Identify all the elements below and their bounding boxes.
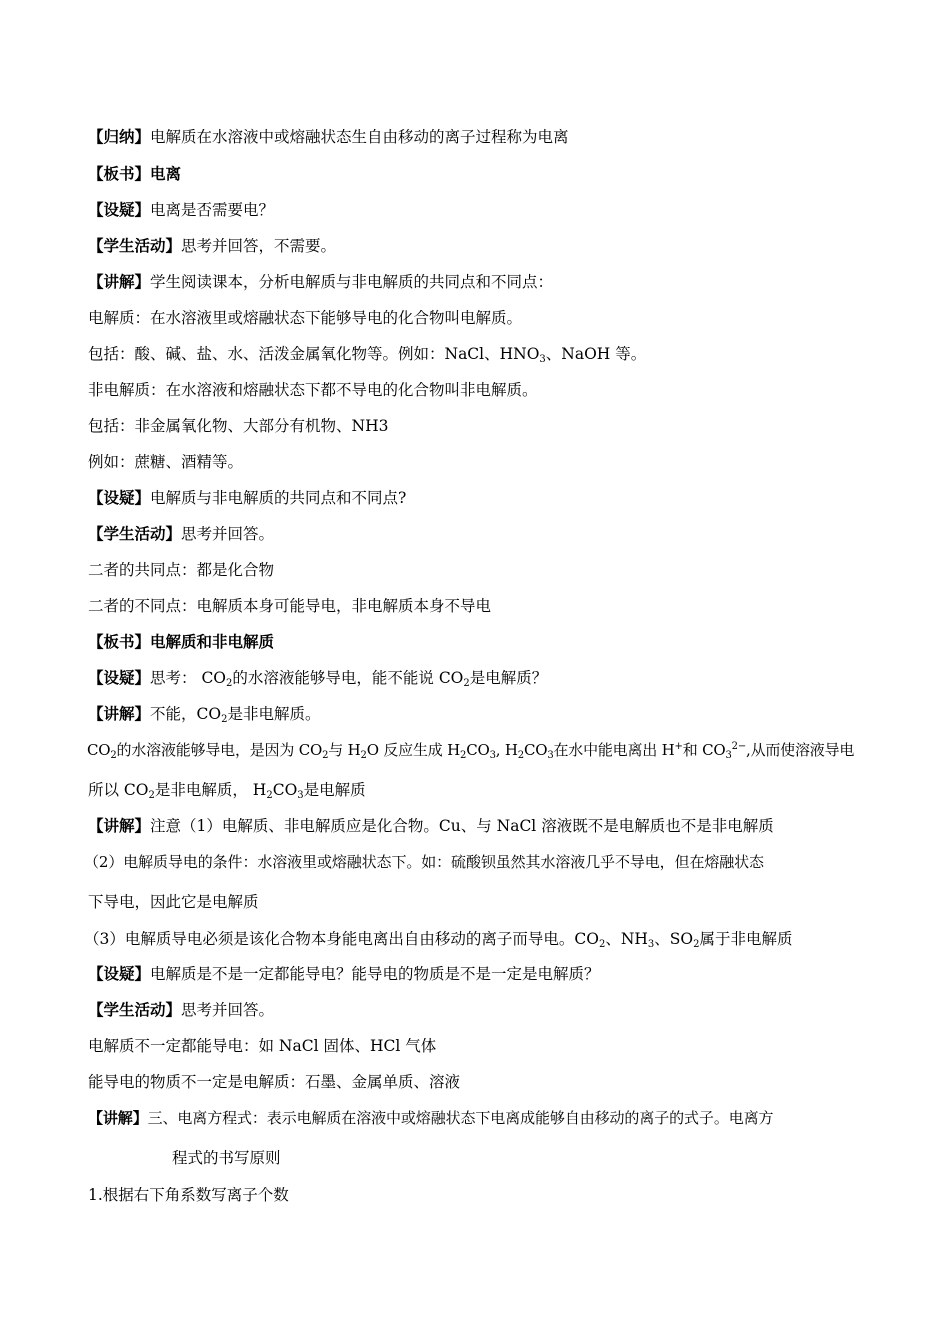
paragraph-text-line: 电解质：在水溶液里或熔融状态下能够导电的化合物叫电解质。: [88, 309, 523, 327]
section-tag: 【设疑】: [88, 488, 151, 507]
text-run: CO: [272, 781, 298, 799]
section-tag: 【讲解】: [88, 704, 151, 723]
subscript: 2: [226, 678, 233, 689]
paragraph-text-line: 电解质不一定都能导电：如 NaCl 固体、HCl 气体: [88, 1037, 437, 1055]
subscript: 2: [266, 790, 273, 801]
paragraph-explanation: [88, 816, 774, 836]
text-run: 、NaOH 等。: [545, 345, 647, 363]
text-run: 是非电解质。: [227, 705, 321, 723]
subscript: 2: [463, 678, 470, 689]
text-run: 与 H: [328, 741, 361, 759]
text-run: , H: [495, 741, 518, 759]
text-run: ,从而使溶液导电: [746, 741, 855, 759]
section-tag: 【设疑】: [88, 200, 151, 219]
paragraph-text-line: [88, 344, 646, 364]
superscript: 2−: [731, 741, 746, 752]
board-heading: [88, 164, 181, 184]
paragraph-explanation: [88, 704, 320, 724]
subscript: 2: [322, 750, 329, 761]
paragraph-summary: [88, 127, 569, 147]
section-tag: 【板书】电离: [88, 164, 182, 183]
section-tag: 【设疑】: [88, 964, 151, 983]
text-run: 包括：酸、碱、盐、水、活泼金属氧化物等。例如：NaCl、HNO: [88, 345, 540, 363]
paragraph-text: 注意（1）电解质、非电解质应是化合物。Cu、与 NaCl 溶液既不是电解质也不是非电解质: [150, 817, 774, 835]
text-run: O 反应生成 H: [366, 741, 461, 759]
text-run: （3）电解质导电必须是该化合物本身能电离出自由移动的离子而导电。CO: [84, 930, 599, 948]
paragraph-student-activity: [88, 1000, 274, 1020]
subscript: 2: [221, 714, 228, 725]
section-tag: 【学生活动】: [88, 524, 182, 543]
section-tag: 【讲解】: [88, 1109, 148, 1127]
paragraph-text-line: 程式的书写原则: [172, 1149, 281, 1167]
subscript: 3: [547, 750, 554, 761]
paragraph-text-line: 例如：蔗糖、酒精等。: [88, 453, 244, 471]
board-heading: [88, 632, 274, 652]
paragraph-text-line: 包括：非金属氧化物、大部分有机物、NH3: [88, 417, 389, 435]
superscript: +: [674, 741, 683, 752]
text-run: 的水溶液能够导电，能不能说 CO: [232, 669, 464, 687]
subscript: 3: [297, 790, 304, 801]
paragraph-question: [88, 488, 406, 508]
text-run: 的水溶液能够导电，是因为 CO: [116, 741, 323, 759]
paragraph-text-line: [87, 740, 854, 760]
text-run: 不能，CO: [150, 705, 222, 723]
paragraph-explanation: [88, 1108, 773, 1128]
paragraph-text: 思考并回答，不需要。: [181, 237, 337, 255]
paragraph-student-activity: [88, 236, 336, 256]
section-tag: 【归纳】: [88, 127, 151, 146]
section-tag: 【学生活动】: [88, 1000, 182, 1019]
paragraph-text-line: 二者的共同点：都是化合物: [88, 561, 275, 579]
section-tag: 【讲解】: [88, 272, 151, 291]
paragraph-text: 三、电离方程式：表示电解质在溶液中或熔融状态下电离成能够自由移动的离子的式子。电离方: [147, 1109, 774, 1127]
subscript: 2: [693, 939, 700, 950]
text-run: 所以 CO: [88, 781, 149, 799]
text-run: 、SO: [654, 930, 694, 948]
paragraph-question: [88, 964, 600, 984]
paragraph-explanation: [88, 272, 553, 292]
subscript: 2: [360, 750, 367, 761]
text-run: 属于非电解质: [699, 930, 793, 948]
paragraph-text-line: （2）电解质导电的条件：水溶液里或熔融状态下。如：硫酸钡虽然其水溶液几乎不导电，但在熔融状态: [84, 853, 764, 871]
paragraph-text-line: 二者的不同点：电解质本身可能导电，非电解质本身不导电: [88, 597, 492, 615]
paragraph-text-line: 1.根据右下角系数写离子个数: [88, 1186, 289, 1204]
section-tag: 【设疑】: [88, 668, 151, 687]
section-tag: 【学生活动】: [88, 236, 182, 255]
text-run: 是非电解质， H: [154, 781, 267, 799]
text-run: 、NH: [605, 930, 648, 948]
subscript: 2: [460, 750, 467, 761]
subscript: 3: [539, 354, 546, 365]
text-run: 是电解质？: [469, 669, 548, 687]
paragraph-text: 电解质是不是一定都能导电？能导电的物质是不是一定是电解质？: [150, 965, 600, 983]
paragraph-text: 电离是否需要电？: [150, 201, 275, 219]
text-run: 在水中能电离出 H: [553, 741, 675, 759]
paragraph-text: 学生阅读课本，分析电解质与非电解质的共同点和不同点：: [150, 273, 554, 291]
subscript: 3: [647, 939, 655, 950]
subscript: 2: [148, 790, 155, 801]
paragraph-text: 电解质与非电解质的共同点和不同点?: [150, 489, 407, 507]
text-run: 思考： CO: [150, 669, 227, 687]
text-run: CO: [87, 741, 111, 759]
paragraph-text: 思考并回答。: [181, 525, 275, 543]
paragraph-text: 思考并回答。: [181, 1001, 275, 1019]
text-run: CO: [466, 741, 490, 759]
subscript: 2: [517, 750, 524, 761]
text-run: 是电解质: [303, 781, 366, 799]
text-run: CO: [523, 741, 548, 759]
section-tag: 【板书】电解质和非电解质: [88, 632, 275, 651]
paragraph-student-activity: [88, 524, 274, 544]
subscript: 3: [725, 750, 732, 761]
paragraph-text-line: [88, 780, 366, 800]
paragraph-text-line: 非电解质：在水溶液和熔融状态下都不导电的化合物叫非电解质。: [88, 381, 538, 399]
paragraph-question: [88, 200, 274, 220]
paragraph-text: 电解质在水溶液中或熔融状态生自由移动的离子过程称为电离: [150, 128, 569, 146]
section-tag: 【讲解】: [88, 816, 151, 835]
subscript: 2: [110, 750, 117, 761]
paragraph-question: [88, 668, 547, 688]
text-run: 和 CO: [682, 741, 726, 759]
subscript: 2: [598, 939, 606, 950]
paragraph-text-line: 能导电的物质不一定是电解质：石墨、金属单质、溶液: [88, 1073, 461, 1091]
paragraph-text-line: 下导电，因此它是电解质: [88, 893, 259, 911]
subscript: 3: [489, 750, 496, 761]
paragraph-text-line: [84, 929, 793, 949]
